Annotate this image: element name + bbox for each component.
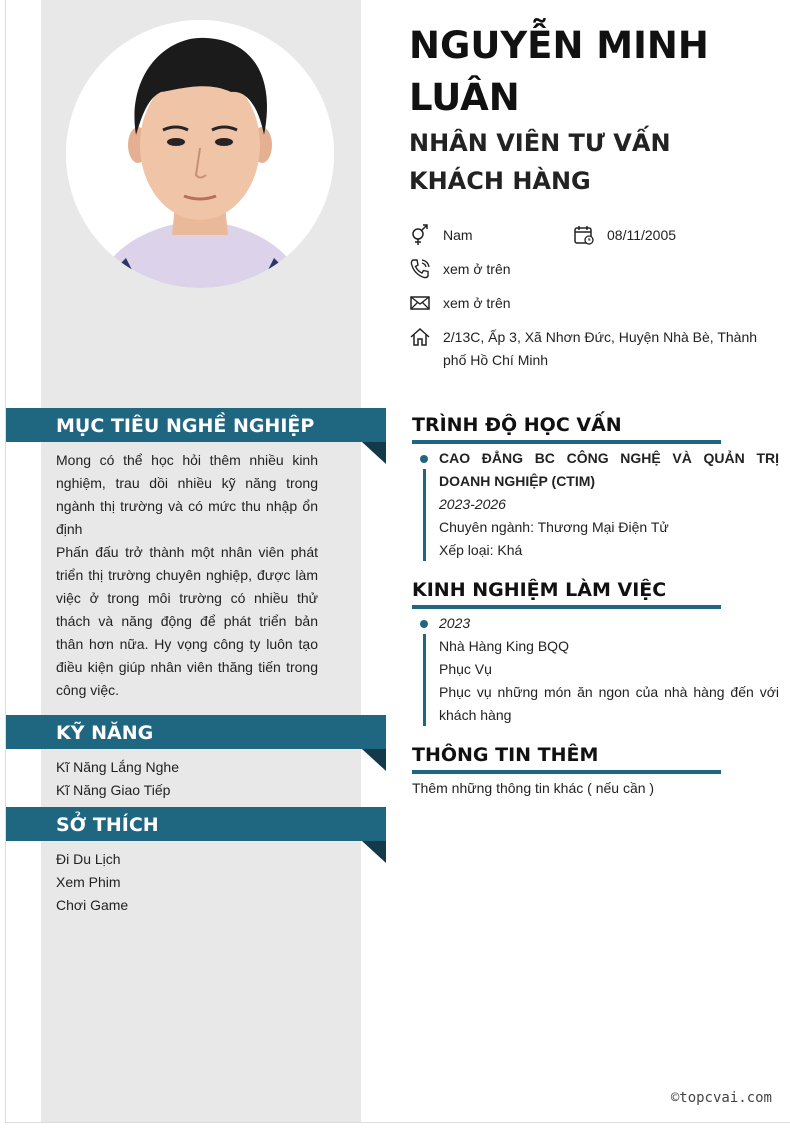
hobbies-title: SỞ THÍCH	[56, 814, 159, 836]
career-objective-header	[6, 408, 386, 444]
info-email	[409, 292, 511, 315]
experience-company: Nhà Hàng King BQQ	[439, 638, 569, 654]
timeline-dot	[420, 455, 428, 463]
hobbies-header	[6, 807, 386, 843]
calendar-icon	[573, 224, 597, 246]
address-value: 2/13C, Ấp 3, Xã Nhơn Đức, Huyện Nhà Bè, Thành phố Hồ Chí Minh	[443, 329, 758, 368]
hobby-item: Chơi Game	[56, 897, 129, 913]
education-grade: Xếp loại: Khá	[439, 542, 523, 558]
info-birthday	[573, 224, 676, 247]
school-name: CAO ĐẲNG BC CÔNG NGHỆ VÀ QUẢN TRỊ DOANH NGHIỆP (CTIM)	[439, 450, 779, 489]
timeline-line	[423, 469, 426, 561]
education-major: Chuyên ngành: Thương Mại Điện Tử	[439, 519, 669, 535]
info-phone	[409, 258, 511, 281]
timeline-line	[423, 634, 426, 726]
experience-header	[412, 576, 721, 609]
career-objective-paragraph-2: Phấn đấu trở thành một nhân viên phát triển thị trường chuyên nghiệp, được làm việc ở trong môi trường có nhiều thử thách và năng động để phát triển bản thân hơn nữa. Hy vọng công ty luôn tạo điều kiện giúp nhân viên thăng tiến trong công việc.	[56, 544, 318, 698]
email-value: xem ở trên	[443, 295, 511, 311]
envelope-icon	[409, 292, 433, 314]
skill-item: Kĩ Năng Giao Tiếp	[56, 782, 171, 798]
additional-header	[412, 741, 721, 774]
hobby-item: Xem Phim	[56, 874, 121, 890]
profile-photo	[66, 20, 334, 288]
experience-title: KINH NGHIỆM LÀM VIỆC	[412, 576, 721, 609]
skills-title: KỸ NĂNG	[56, 722, 154, 744]
education-header	[412, 411, 721, 444]
watermark: ©topcvai.com	[670, 1090, 772, 1106]
skill-item: Kĩ Năng Lắng Nghe	[56, 759, 179, 775]
skills-header	[6, 715, 386, 751]
experience-year: 2023	[439, 615, 471, 631]
experience-position: Phục Vụ	[439, 661, 492, 677]
career-objective-body	[56, 449, 318, 702]
career-objective-paragraph-1: Mong có thể học hỏi thêm nhiều kinh nghiệm, trau dồi nhiều kỹ năng trong ngành thị trường và có mức thu nhập ổn định	[56, 452, 318, 537]
birthday-value: 08/11/2005	[607, 227, 677, 243]
education-entry	[423, 447, 779, 562]
additional-text: Thêm những thông tin khác ( nếu cần )	[412, 780, 655, 796]
education-period: 2023-2026	[439, 496, 506, 512]
skills-list	[56, 756, 318, 802]
phone-value: xem ở trên	[443, 261, 511, 277]
candidate-name: NGUYỄN MINH LUÂN	[409, 24, 709, 119]
info-gender	[409, 224, 473, 247]
education-title: TRÌNH ĐỘ HỌC VẤN	[412, 411, 721, 444]
job-title: NHÂN VIÊN TƯ VẤN KHÁCH HÀNG	[409, 129, 671, 195]
additional-title: THÔNG TIN THÊM	[412, 741, 721, 774]
gender-value: Nam	[443, 227, 473, 243]
cv-page	[5, 0, 790, 1123]
experience-description: Phục vụ những món ăn ngon của nhà hàng đến với khách hàng	[439, 684, 779, 723]
home-icon	[409, 326, 433, 348]
career-objective-title: MỤC TIÊU NGHỀ NGHIỆP	[56, 415, 315, 437]
hobbies-list	[56, 848, 318, 917]
timeline-dot	[420, 620, 428, 628]
phone-icon	[409, 258, 433, 280]
info-address	[409, 326, 779, 372]
experience-entry	[423, 612, 779, 727]
gender-icon	[409, 224, 433, 246]
hobby-item: Đi Du Lịch	[56, 851, 121, 867]
